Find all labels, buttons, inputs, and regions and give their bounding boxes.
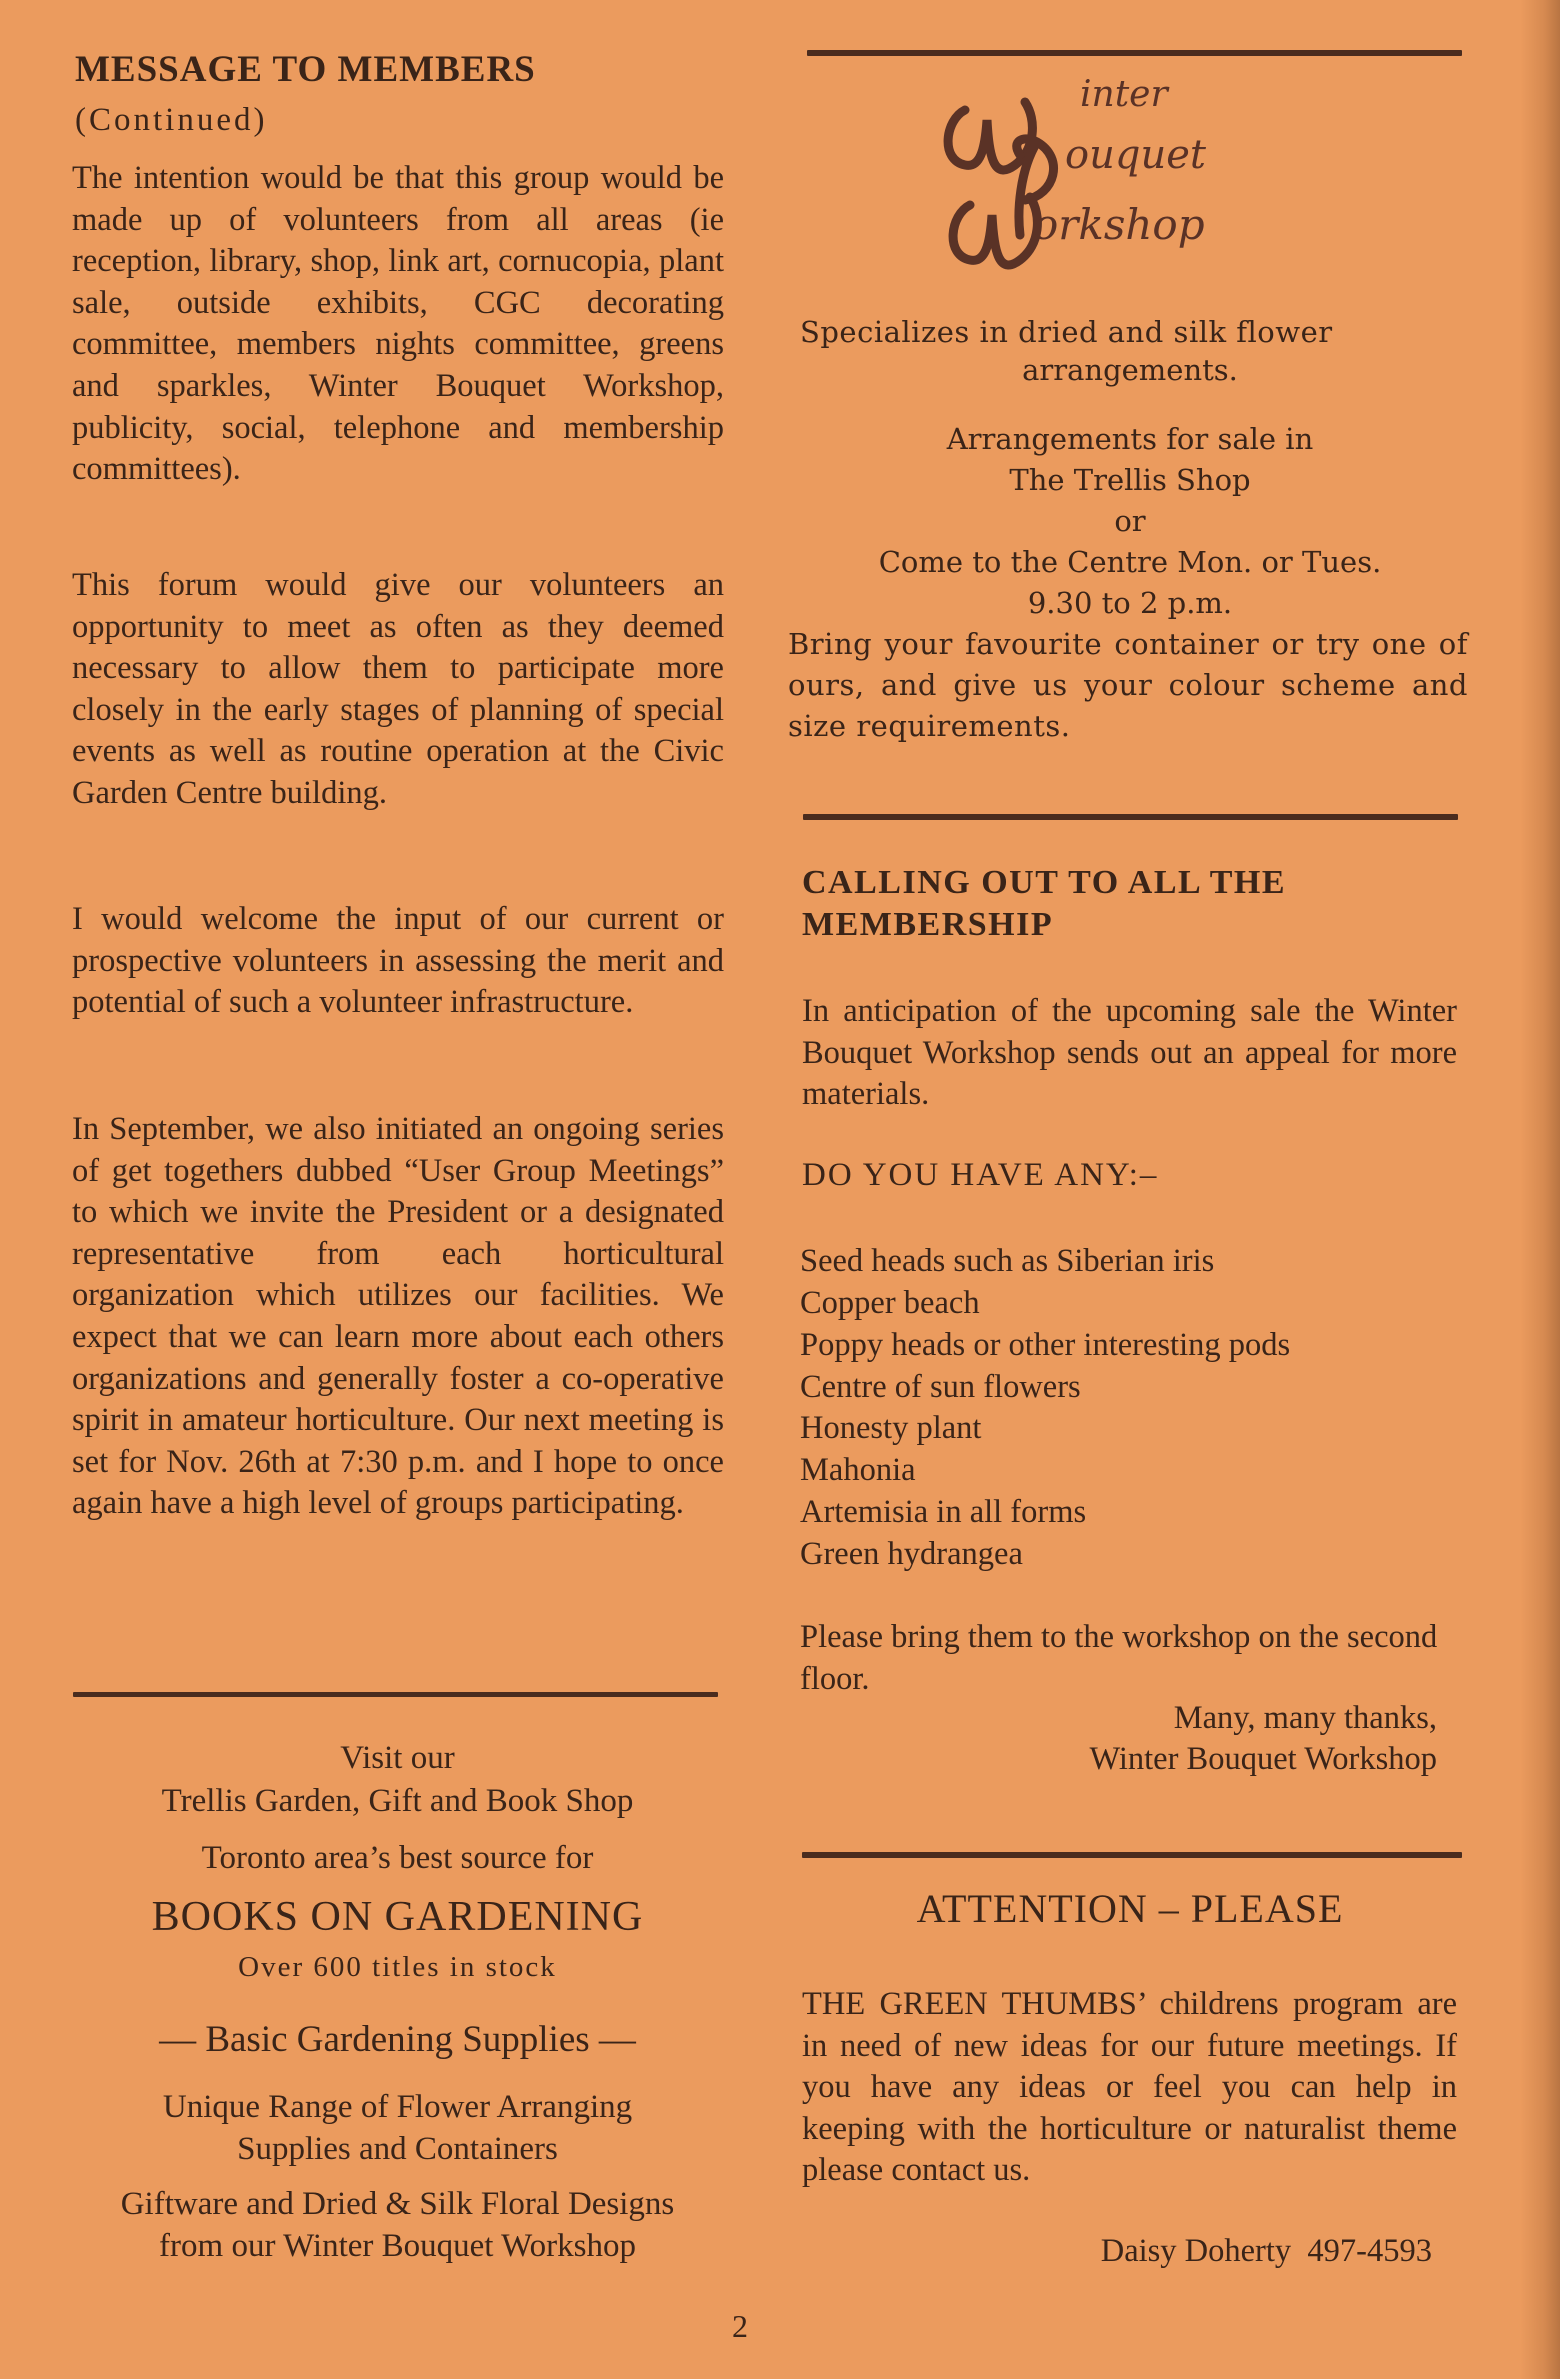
logo-word-ouquet: ouquet xyxy=(1065,132,1206,178)
list-item: Artemisia in all forms xyxy=(800,1494,1087,1530)
calling-thanks-line-2: Winter Bouquet Workshop xyxy=(1089,1741,1437,1777)
calling-thanks-line-1: Many, many thanks, xyxy=(1173,1700,1437,1736)
page-edge-shadow xyxy=(1520,0,1560,2379)
calling-heading-line-1: CALLING OUT TO ALL THE xyxy=(802,864,1286,901)
winter-bouquet-workshop-logo xyxy=(925,74,1345,280)
list-item: Mahonia xyxy=(800,1452,916,1488)
ad-books: BOOKS ON GARDENING xyxy=(151,1894,644,1940)
logo-word-inter: inter xyxy=(1080,74,1168,115)
paragraph-welcome: I would welcome the input of our current or prospective volunteers in assessing the merit and potential of such a volunteer infrastructure. xyxy=(72,901,724,1021)
ad-titles: Over 600 titles in stock xyxy=(238,1951,557,1983)
attention-heading: ATTENTION – PLEASE xyxy=(916,1886,1344,1931)
list-item: Poppy heads or other interesting pods xyxy=(800,1327,1291,1363)
workshop-sale-line-1: Arrangements for sale in xyxy=(946,422,1314,456)
workshop-sale-line-5: 9.30 to 2 p.m. xyxy=(1027,586,1233,620)
ad-gift-line-1: Giftware and Dried & Silk Floral Designs xyxy=(120,2186,675,2222)
divider-rule xyxy=(73,1692,718,1697)
ad-gift-line-2: from our Winter Bouquet Workshop xyxy=(159,2228,636,2264)
ad-flower-line-2: Supplies and Containers xyxy=(237,2131,558,2167)
logo-word-orkshop: orkshop xyxy=(1033,200,1205,249)
ad-visit: Visit our xyxy=(340,1740,455,1776)
attention-contact: Daisy Doherty 497-4593 xyxy=(1100,2233,1432,2269)
calling-heading-line-2: MEMBERSHIP xyxy=(802,906,1054,943)
list-item: Copper beach xyxy=(800,1285,980,1321)
workshop-sale-line-3: or xyxy=(1114,504,1146,538)
calling-intro: In anticipation of the upcoming sale the Winter Bouquet Workshop sends out an appeal for more materials. xyxy=(802,993,1457,1113)
message-subheading: (Continued) xyxy=(75,102,268,138)
workshop-sale-line-2: The Trellis Shop xyxy=(1009,463,1251,497)
ad-shop-name: Trellis Garden, Gift and Book Shop xyxy=(161,1783,634,1819)
ad-source: Toronto area’s best source for xyxy=(201,1840,594,1876)
workshop-specializes-line-2: arrangements. xyxy=(1022,353,1238,387)
calling-bring: Please bring them to the workshop on the second floor. xyxy=(800,1619,1438,1697)
paragraph-intention: The intention would be that this group would be made up of volunteers from all areas (ie reception, library, shop, link art, cornucopia, plant sale, outside exhibits, CGC decorating committee, members nights committee, greens and sparkles, Winter Bouquet Workshop, publicity, social, telephone and membership committees). xyxy=(72,160,724,488)
lower-rule xyxy=(802,1852,1462,1858)
paragraph-forum: This forum would give our volunteers an opportunity to meet as often as they deemed necessary to allow them to participate more closely in the early stages of planning of special events as well as routine operation at the Civic Garden Centre building. xyxy=(72,567,724,811)
message-heading: MESSAGE TO MEMBERS xyxy=(75,49,536,90)
list-item: Centre of sun flowers xyxy=(800,1369,1081,1405)
workshop-specializes-line-1: Specializes in dried and silk flower xyxy=(800,315,1333,349)
paragraph-september: In September, we also initiated an ongoing series of get togethers dubbed “User Group Meetings” to which we invite the President or a designated representative from each horticultural organization which utilizes our facilities. We expect that we can learn more about each others organizations and generally foster a co-operative spirit in amateur horticulture. Our next meeting is set for Nov. 26th at 7:30 p.m. and I hope to once again have a high level of groups participating. xyxy=(72,1111,724,1522)
workshop-bring: Bring your favourite container or try one of ours, and give us your colour scheme and size requirements. xyxy=(788,627,1468,743)
workshop-sale-line-4: Come to the Centre Mon. or Tues. xyxy=(878,545,1382,579)
list-item: Green hydrangea xyxy=(800,1536,1023,1572)
list-item: Seed heads such as Siberian iris xyxy=(800,1243,1215,1279)
list-item: Honesty plant xyxy=(800,1410,982,1446)
middle-rule xyxy=(803,814,1458,820)
ad-flower-line-1: Unique Range of Flower Arranging xyxy=(162,2089,633,2125)
calling-question: DO YOU HAVE ANY:– xyxy=(802,1157,1159,1193)
ad-supplies: — Basic Gardening Supplies — xyxy=(159,2019,636,2060)
page-number: 2 xyxy=(732,2308,748,2344)
top-rule xyxy=(807,50,1462,56)
attention-body: THE GREEN THUMBS’ childrens program are in need of new ideas for our future meetings. If you have any ideas or feel you can help in keeping with the horticulture or naturalist theme please contact us. xyxy=(802,1986,1457,2189)
